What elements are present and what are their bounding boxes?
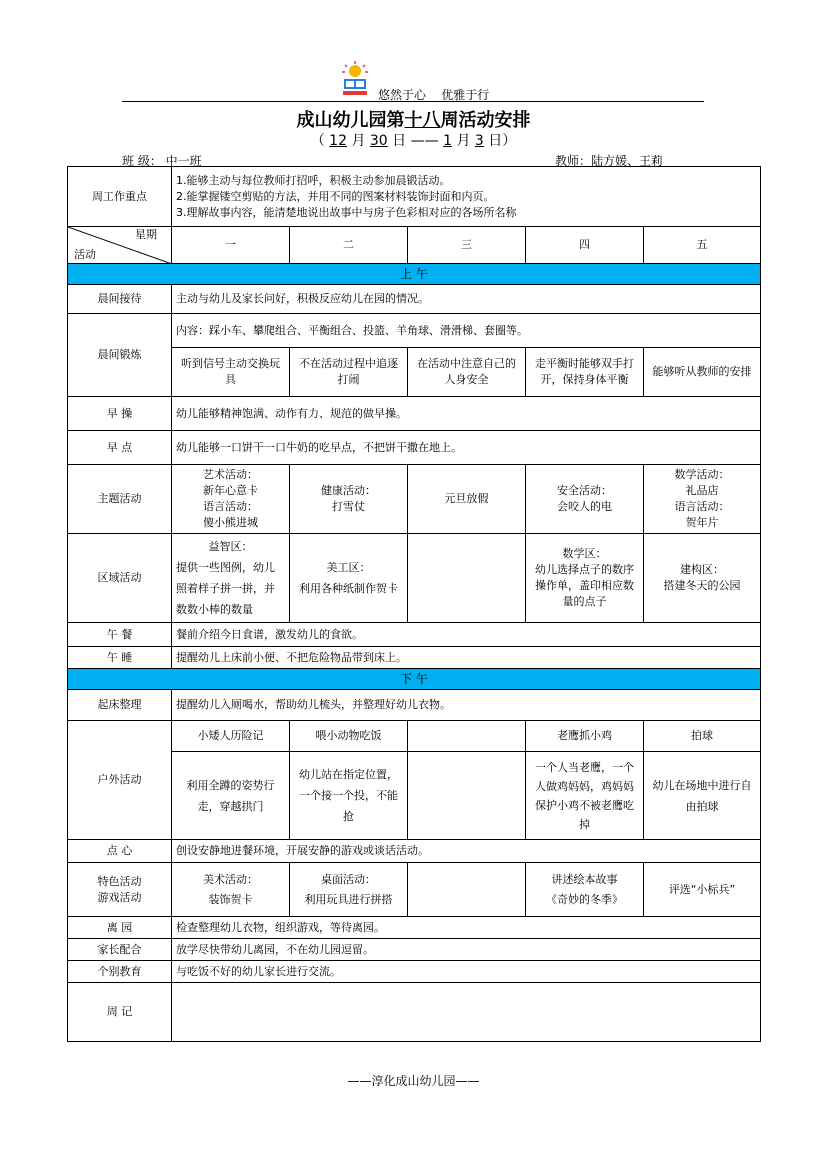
theme-wed: 元旦放假 — [408, 465, 526, 534]
morning-band: 上 午 — [68, 264, 761, 285]
pmsnack-label: 点 心 — [68, 840, 172, 863]
day-wed: 三 — [408, 227, 526, 264]
reception-label: 晨间接待 — [68, 285, 172, 314]
area-thu: 数学区： 幼儿选择点子的数序操作单，盖印相应数量的点子 — [526, 534, 644, 623]
outdoor-desc-fri: 幼儿在场地中进行自由拍球 — [644, 752, 761, 840]
band-morning — [68, 264, 761, 285]
week-number: 十八 — [404, 110, 441, 131]
row-area — [68, 534, 761, 623]
gym-content: 幼儿能够精神饱满、动作有力、规范的做早操。 — [172, 397, 761, 431]
exercise-goal-wed: 在活动中注意自己的人身安全 — [408, 348, 526, 397]
exercise-goal-mon: 听到信号主动交换玩具 — [172, 348, 290, 397]
exercise-goal-thu: 走平衡时能够双手打开，保持身体平衡 — [526, 348, 644, 397]
outdoor-game-wed — [408, 721, 526, 752]
outdoor-desc-mon: 利用全蹲的姿势行走，穿越拱门 — [172, 752, 290, 840]
outdoor-desc-thu: 一个人当老鹰，一个人做鸡妈妈，鸡妈妈保护小鸡不被老鹰吃掉 — [526, 752, 644, 840]
special-wed — [408, 863, 526, 917]
class-name: 中一班 — [165, 154, 202, 168]
special-fri: 评选“小标兵” — [644, 863, 761, 917]
row-lunch — [68, 623, 761, 647]
day-tue: 二 — [290, 227, 408, 264]
outdoor-label: 户外活动 — [68, 721, 172, 840]
row-gym — [68, 397, 761, 431]
row-days — [68, 227, 761, 264]
row-individual — [68, 961, 761, 983]
parent-content: 放学尽快带幼儿离园，不在幼儿园逗留。 — [172, 939, 761, 961]
area-wed — [408, 534, 526, 623]
wake-content: 提醒幼儿入厕喝水，帮助幼儿梳头，并整理好幼儿衣物。 — [172, 690, 761, 721]
row-leave — [68, 917, 761, 939]
notes-label: 周 记 — [68, 983, 172, 1042]
outdoor-game-fri: 拍球 — [644, 721, 761, 752]
area-fri: 建构区： 搭建冬天的公园 — [644, 534, 761, 623]
class-info: 班 级： 中一班 — [122, 154, 202, 168]
outdoor-game-mon: 小矮人历险记 — [172, 721, 290, 752]
focus-label: 周工作重点 — [68, 167, 172, 227]
band-afternoon — [68, 669, 761, 690]
row-parent — [68, 939, 761, 961]
row-notes — [68, 983, 761, 1042]
row-weekly-focus — [68, 167, 761, 227]
row-wake — [68, 690, 761, 721]
leave-label: 离 园 — [68, 917, 172, 939]
outdoor-game-tue: 喂小动物吃饭 — [290, 721, 408, 752]
wake-label: 起床整理 — [68, 690, 172, 721]
row-outdoor-desc — [68, 752, 761, 840]
row-outdoor-games — [68, 721, 761, 752]
exercise-content: 内容：踩小车、攀爬组合、平衡组合、投篮、羊角球、滑滑梯、套圈等。 — [172, 314, 761, 348]
outdoor-game-thu: 老鹰抓小鸡 — [526, 721, 644, 752]
afternoon-band: 下 午 — [68, 669, 761, 690]
gym-label: 早 操 — [68, 397, 172, 431]
lunch-label: 午 餐 — [68, 623, 172, 647]
row-exercise-content — [68, 314, 761, 348]
pmsnack-content: 创设安静地进餐环境，开展安静的游戏或谈话活动。 — [172, 840, 761, 863]
exercise-goal-fri: 能够听从教师的安排 — [644, 348, 761, 397]
special-label: 特色活动 游戏活动 — [68, 863, 172, 917]
nap-label: 午 睡 — [68, 647, 172, 669]
corner-activity: 活动 — [74, 248, 96, 261]
row-theme — [68, 465, 761, 534]
theme-mon: 艺术活动： 新年心意卡 语言活动： 傻小熊进城 — [172, 465, 290, 534]
exercise-label: 晨间锻炼 — [68, 314, 172, 397]
area-mon: 益智区： 提供一些图例，幼儿照着样子拼一拼，并数数小棒的数量 — [172, 534, 290, 623]
footer: ——淳化成山幼儿园—— — [347, 1074, 480, 1088]
exercise-goal-tue: 不在活动过程中追逐打闹 — [290, 348, 408, 397]
theme-tue: 健康活动： 打雪仗 — [290, 465, 408, 534]
row-nap — [68, 647, 761, 669]
individual-content: 与吃饭不好的幼儿家长进行交流。 — [172, 961, 761, 983]
row-snack — [68, 431, 761, 465]
snack-content: 幼儿能够一口饼干一口牛奶的吃早点，不把饼干撒在地上。 — [172, 431, 761, 465]
outdoor-desc-tue: 幼儿站在指定位置，一个接一个投，不能抢 — [290, 752, 408, 840]
page-title: 成山幼儿园第十八周活动安排 — [296, 110, 531, 131]
special-tue: 桌面活动： 利用玩具进行拼搭 — [290, 863, 408, 917]
theme-thu: 安全活动： 会咬人的电 — [526, 465, 644, 534]
lunch-content: 餐前介绍今日食谱，激发幼儿的食欲。 — [172, 623, 761, 647]
snack-label: 早 点 — [68, 431, 172, 465]
row-reception — [68, 285, 761, 314]
leave-content: 检查整理幼儿衣物，组织游戏，等待离园。 — [172, 917, 761, 939]
day-thu: 四 — [526, 227, 644, 264]
area-label: 区域活动 — [68, 534, 172, 623]
outdoor-desc-wed — [408, 752, 526, 840]
individual-label: 个别教育 — [68, 961, 172, 983]
row-special — [68, 863, 761, 917]
header-rule — [122, 101, 704, 102]
theme-fri: 数学活动： 礼品店 语言活动： 贺年片 — [644, 465, 761, 534]
kindergarten-logo — [340, 61, 370, 97]
day-fri: 五 — [644, 227, 761, 264]
notes-content — [172, 983, 761, 1042]
area-tue: 美工区： 利用各种纸制作贺卡 — [290, 534, 408, 623]
parent-label: 家长配合 — [68, 939, 172, 961]
special-thu: 讲述绘本故事 《奇妙的冬季》 — [526, 863, 644, 917]
focus-content: 1.能够主动与每位教师打招呼，积极主动参加晨锻活动。 2.能掌握镂空剪贴的方法，并用不同的图案材料装饰封面和内页。 3.理解故事内容，能清楚地说出故事中与房子色彩相对应的各场所名称 — [172, 167, 761, 227]
teacher-info: 教师：陆方媛、王莉 — [555, 154, 664, 168]
corner-header — [68, 227, 172, 264]
day-mon: 一 — [172, 227, 290, 264]
date-range: （ 12 月 30 日 —— 1 月 3 日） — [310, 133, 517, 149]
weekly-plan-table — [67, 166, 761, 1042]
corner-week: 星期 — [135, 228, 157, 241]
theme-label: 主题活动 — [68, 465, 172, 534]
row-exercise-goals — [68, 348, 761, 397]
reception-content: 主动与幼儿及家长问好，积极反应幼儿在园的情况。 — [172, 285, 761, 314]
nap-content: 提醒幼儿上床前小便、不把危险物品带到床上。 — [172, 647, 761, 669]
motto: 悠然于心 优雅于行 — [378, 88, 490, 102]
row-pm-snack — [68, 840, 761, 863]
special-mon: 美术活动： 装饰贺卡 — [172, 863, 290, 917]
